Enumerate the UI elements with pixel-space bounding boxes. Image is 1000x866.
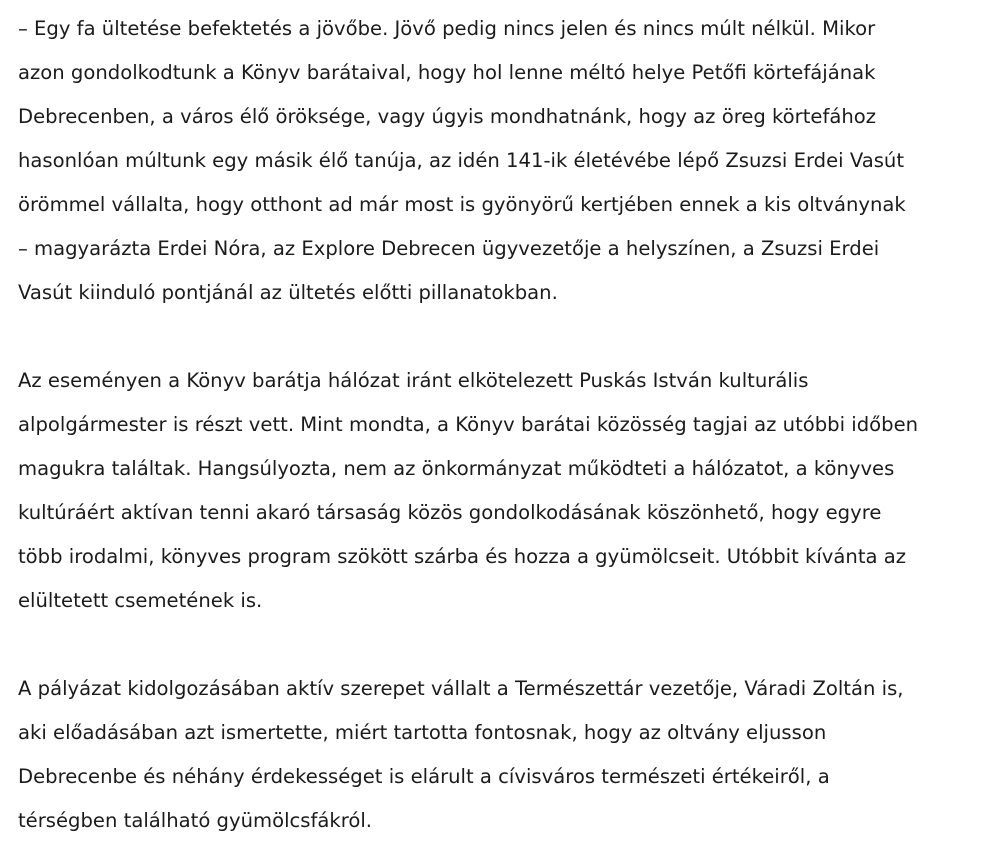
paragraph-line: – magyarázta Erdei Nóra, az Explore Debrecen ügyvezetője a helyszínen, a Zsuzsi Erdei — [18, 237, 880, 260]
paragraph-line: több irodalmi, könyves program szökött szárba és hozza a gyümölcseit. Utóbbit kívánta az — [18, 545, 907, 568]
paragraph-planting-quote — [18, 7, 1000, 315]
paragraph-deputy-mayor — [18, 359, 1000, 623]
paragraph-line: hasonlóan múltunk egy másik élő tanúja, az idén 141-ik életévébe lépő Zsuzsi Erdei Vasút — [18, 149, 905, 172]
paragraph-line: Debrecenben, a város élő öröksége, vagy úgyis mondhatnánk, hogy az öreg körtefához — [18, 105, 877, 128]
paragraph-line: kultúráért aktívan tenni akaró társaság közös gondolkodásának köszönhető, hogy egyre — [18, 501, 882, 524]
paragraph-line: magukra találtak. Hangsúlyozta, nem az önkormányzat működteti a hálózatot, a könyves — [18, 457, 895, 480]
paragraph-natural-values — [18, 667, 1000, 843]
paragraph-line: A pályázat kidolgozásában aktív szerepet vállalt a Természettár vezetője, Váradi Zoltán is, — [18, 677, 904, 700]
paragraph-line: azon gondolkodtunk a Könyv barátaival, hogy hol lenne méltó helye Petőfi körtefájának — [18, 61, 876, 84]
paragraph-line: aki előadásában azt ismertette, miért tartotta fontosnak, hogy az oltvány eljusson — [18, 721, 827, 744]
paragraph-line: térségben található gyümölcsfákról. — [18, 809, 373, 832]
paragraph-line: Vasút kiinduló pontjánál az ültetés előtti pillanatokban. — [18, 281, 558, 304]
paragraph-line: örömmel vállalta, hogy otthont ad már most is gyönyörű kertjében ennek a kis oltványnak — [18, 193, 906, 216]
paragraph-line: Debrecenbe és néhány érdekességet is elárult a cívisváros természeti értékeiről, a — [18, 765, 830, 788]
paragraph-line: alpolgármester is részt vett. Mint mondta, a Könyv barátai közösség tagjai az utóbbi időben — [18, 413, 919, 436]
paragraph-line: Az eseményen a Könyv barátja hálózat iránt elkötelezett Puskás István kulturális — [18, 369, 809, 392]
paragraph-line: – Egy fa ültetése befektetés a jövőbe. Jövő pedig nincs jelen és nincs múlt nélkül. Mikor — [18, 17, 876, 40]
paragraph-line: elültetett csemetének is. — [18, 589, 263, 612]
